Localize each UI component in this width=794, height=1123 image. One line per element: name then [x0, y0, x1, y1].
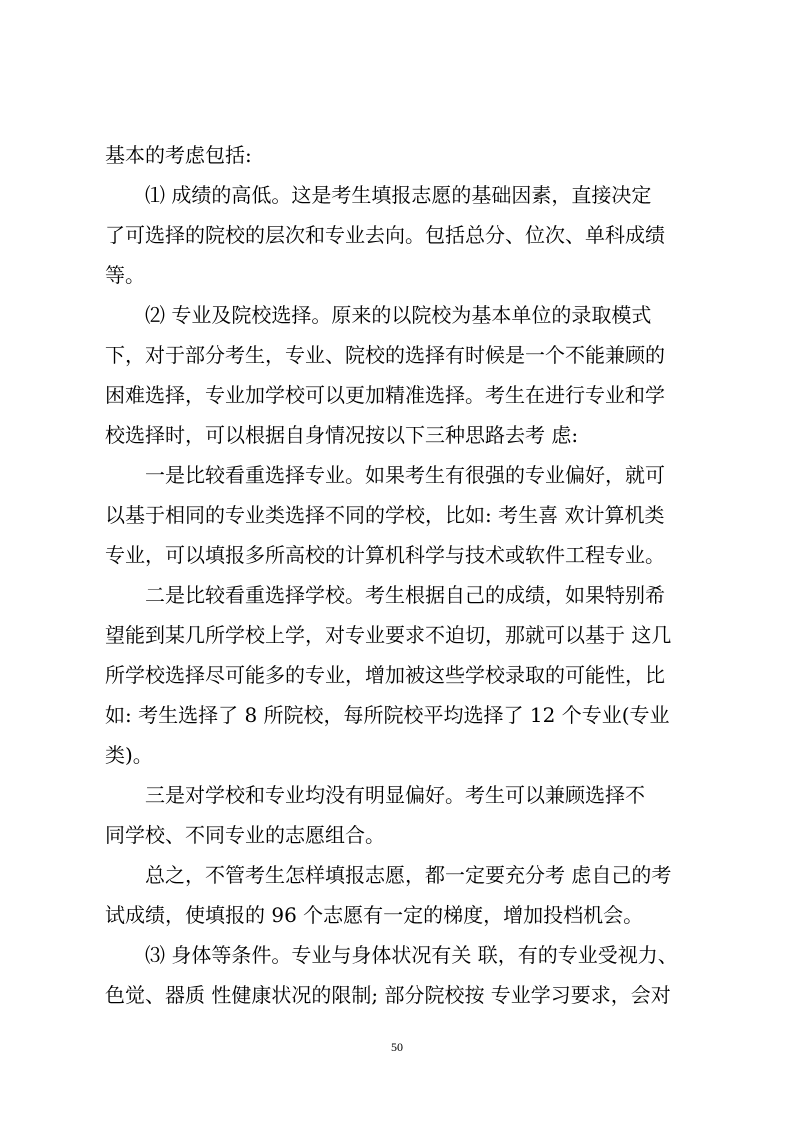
text-line: 所学校选择尽可能多的专业，增加被这些学校录取的可能性，比: [105, 663, 665, 687]
text-line: 同学校、不同专业的志愿组合。: [105, 823, 385, 847]
text-line: ⑵ 专业及院校选择。原来的以院校为基本单位的录取模式: [145, 303, 652, 327]
body-text: [105, 135, 689, 1015]
text-line: 色觉、器质 性健康状况的限制; 部分院校按 专业学习要求，会对: [105, 983, 671, 1007]
text-line: 基本的考虑包括:: [105, 143, 252, 167]
text-line: 如: 考生选择了 8 所院校，每所院校平均选择了 12 个专业(专业: [105, 703, 670, 727]
text-line: 一是比较看重选择专业。如果考生有很强的专业偏好，就可: [145, 463, 665, 487]
text-line: 类)。: [105, 743, 153, 767]
text-line: 试成绩，使填报的 96 个志愿有一定的梯度，增加投档机会。: [105, 903, 644, 927]
text-line: 下，对于部分考生，专业、院校的选择有时候是一个不能兼顾的: [105, 343, 665, 367]
text-line: 等。: [105, 263, 145, 287]
text-line: 了可选择的院校的层次和专业去向。包括总分、位次、单科成绩: [105, 223, 665, 247]
text-line: 困难选择，专业加学校可以更加精准选择。考生在进行专业和学: [105, 383, 665, 407]
text-line: 三是对学校和专业均没有明显偏好。考生可以兼顾选择不: [145, 783, 645, 807]
text-line: ⑴ 成绩的高低。这是考生填报志愿的基础因素，直接决定: [145, 183, 652, 207]
page-number: 50: [391, 1040, 403, 1054]
text-line: 二是比较看重选择学校。考生根据自己的成绩，如果特别希: [145, 583, 665, 607]
text-line: 以基于相同的专业类选择不同的学校，比如: 考生喜 欢计算机类: [105, 503, 665, 527]
text-line: ⑶ 身体等条件。专业与身体状况有关 联，有的专业受视力、: [145, 943, 678, 967]
text-line: 总之，不管考生怎样填报志愿，都一定要充分考 虑自己的考: [145, 863, 672, 887]
text-line: 校选择时，可以根据自身情况按以下三种思路去考 虑:: [105, 423, 579, 447]
text-line: 专业，可以填报多所高校的计算机科学与技术或软件工程专业。: [105, 543, 665, 567]
text-line: 望能到某几所学校上学，对专业要求不迫切，那就可以基于 这几: [105, 623, 672, 647]
